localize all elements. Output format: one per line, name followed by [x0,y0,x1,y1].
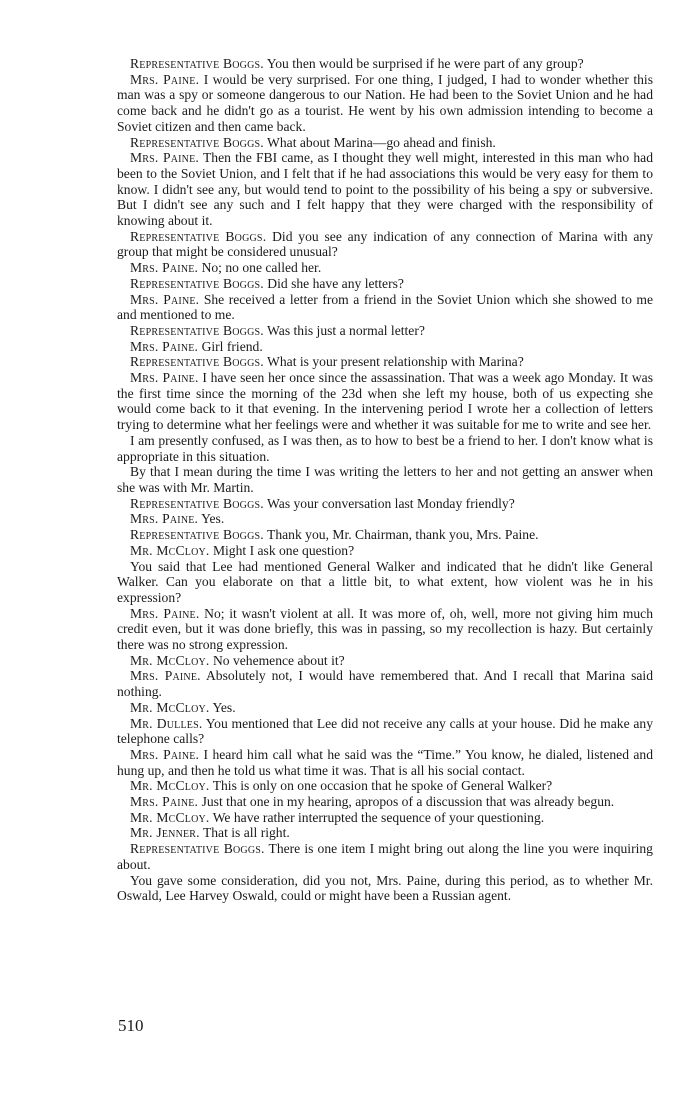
transcript-paragraph [117,543,653,559]
paragraph-text: That is all right. [202,825,290,841]
transcript-paragraph [117,700,653,716]
transcript-paragraph [117,527,653,543]
speaker-name: Mr. McCloy. [130,809,210,825]
transcript-paragraph [117,825,653,841]
speaker-name: Representative Boggs. [130,134,264,150]
speaker-name: Mr. McCloy. [130,542,210,558]
transcript-paragraph [117,56,653,72]
transcript-page [117,56,653,904]
speaker-name: Mrs. Paine. [130,668,201,684]
speaker-name: Mr. McCloy. [130,652,210,668]
speaker-name: Representative Boggs. [130,56,264,71]
paragraph-text: Might I ask one question? [212,542,355,558]
transcript-paragraph [117,810,653,826]
paragraph-text: I have seen her once since the assassination. That was a week ago Monday. It was the first time since the morning of the 23d when she left my house, both of us expecting she would come back to it that evening. In the intervening period I wrote her a collection of letters trying to determine what her feelings were and whether it was suitable for me to write and see her. [117,370,653,433]
paragraph-text: By that I mean during the time I was writing the letters to her and not getting an answer when she was with Mr. Martin. [117,464,653,495]
speaker-name: Mrs. Paine. [130,746,200,762]
paragraph-text: Girl friend. [201,338,263,354]
paragraph-text: I am presently confused, as I was then, as to how to best be a friend to her. I don't know what is appropriate in this situation. [117,432,653,464]
paragraph-text: Just that one in my hearing, apropos of a discussion that was already begun. [201,794,615,810]
speaker-name: Mrs. Paine. [130,370,199,386]
paragraph-text: Did you see any indication of any connection of Marina with any group that might be considered unusual? [117,228,653,260]
transcript-paragraph [117,135,653,151]
transcript-paragraph [117,370,653,433]
transcript-paragraph [117,323,653,339]
paragraph-text: Yes. [201,511,225,527]
speaker-name: Mrs. Paine. [130,71,200,87]
transcript-paragraph [117,716,653,747]
speaker-name: Mr. Dulles. [130,715,203,731]
speaker-name: Mr. McCloy. [130,699,210,715]
speaker-name: Mr. Jenner. [130,825,200,841]
transcript-paragraph [117,276,653,292]
paragraph-text: What is your present relationship with Marina? [267,354,524,370]
paragraph-text: I heard him call what he said was the “Time.” You know, he dialed, listened and hung up, and then he told us what time it was. That is all his social contact. [117,746,654,778]
transcript-paragraph [117,511,653,527]
speaker-name: Representative Boggs. [130,322,264,338]
speaker-name: Mrs. Paine. [130,511,199,527]
paragraph-text: This is only on one occasion that he spoke of General Walker? [212,778,553,794]
paragraph-text: I would be very surprised. For one thing, I judged, I had to wonder whether this man was a spy or someone dangerous to our Nation. He had been to the Soviet Union and he had come back and he didn't go as a tourist. He went by his own admission intending to become a Soviet citizen and then came back. [117,71,653,134]
transcript-paragraph [117,496,653,512]
transcript-paragraph [117,794,653,810]
transcript-paragraph [117,653,653,669]
paragraph-text: Then the FBI came, as I thought they well might, interested in this man who had been to the Soviet Union, and I felt that if he had associations this would be very easy for them to know. I didn't see any, but would tend to point to the possibility of his being a spy or subversive. But I didn't see any such and I felt happy that they were charged with the responsibility of knowing about it. [117,150,654,229]
transcript-paragraph [117,668,653,699]
speaker-name: Mr. McCloy. [130,778,210,794]
transcript-paragraph [117,229,653,260]
transcript-paragraph [117,292,653,323]
speaker-name: Mrs. Paine. [130,150,199,166]
paragraph-text: Yes. [212,699,236,715]
transcript-paragraph [117,873,653,904]
paragraph-text: Did she have any letters? [267,275,404,291]
speaker-name: Representative Boggs. [130,275,264,291]
paragraph-text: Absolutely not, I would have remembered that. And I recall that Marina said nothing. [117,668,653,700]
speaker-name: Mrs. Paine. [130,794,199,810]
speaker-name: Mrs. Paine. [130,291,200,307]
transcript-paragraph [117,841,653,872]
speaker-name: Mrs. Paine. [130,605,200,621]
speaker-name: Representative Boggs. [130,495,264,511]
transcript-paragraph [117,150,653,229]
paragraph-text: Was your conversation last Monday friendly? [267,495,515,511]
paragraph-text: You mentioned that Lee did not receive any calls at your house. Did he make any telephone calls? [117,715,653,747]
paragraph-text: What about Marina—go ahead and finish. [267,134,496,150]
page-number: 510 [118,1016,144,1035]
paragraph-text: There is one item I might bring out along the line you were inquiring about. [117,841,653,872]
paragraph-text: No; no one called her. [201,260,322,276]
transcript-paragraph [117,339,653,355]
transcript-paragraph [117,354,653,370]
paragraph-text: You gave some consideration, did you not, Mrs. Paine, during this period, as to whether Mr. Oswald, Lee Harvey Oswald, could or might have been a Russian agent. [117,872,653,904]
speaker-name: Representative Boggs. [130,354,264,370]
paragraph-text: Thank you, Mr. Chairman, thank you, Mrs. Paine. [267,527,539,543]
transcript-paragraph [117,606,653,653]
paragraph-text: No; it wasn't violent at all. It was more of, oh, well, more not giving him much credit even, but it was done briefly, this was in passing, so my recollection is hazy. But certainly there was no strong expression. [117,605,653,653]
transcript-paragraph [117,433,653,464]
paragraph-text: You then would be surprised if he were part of any group? [266,56,584,71]
speaker-name: Mrs. Paine. [130,260,199,276]
transcript-paragraph [117,464,653,495]
transcript-paragraph [117,260,653,276]
paragraph-text: You said that Lee had mentioned General Walker and indicated that he didn't like General Walker. Can you elaborate on that a little bit, to what extent, how violent was he in his expression? [117,558,653,605]
transcript-paragraph [117,72,653,135]
paragraph-text: Was this just a normal letter? [267,322,425,338]
paragraph-text: She received a letter from a friend in the Soviet Union which she showed to me and mentioned to me. [117,291,654,323]
speaker-name: Representative Boggs. [130,841,265,857]
speaker-name: Representative Boggs. [130,228,267,244]
paragraph-text: We have rather interrupted the sequence of your questioning. [212,809,545,825]
speaker-name: Mrs. Paine. [130,338,199,354]
transcript-paragraph [117,778,653,794]
transcript-paragraph [117,747,653,778]
transcript-paragraph [117,559,653,606]
paragraph-text: No vehemence about it? [212,652,345,668]
speaker-name: Representative Boggs. [130,527,264,543]
